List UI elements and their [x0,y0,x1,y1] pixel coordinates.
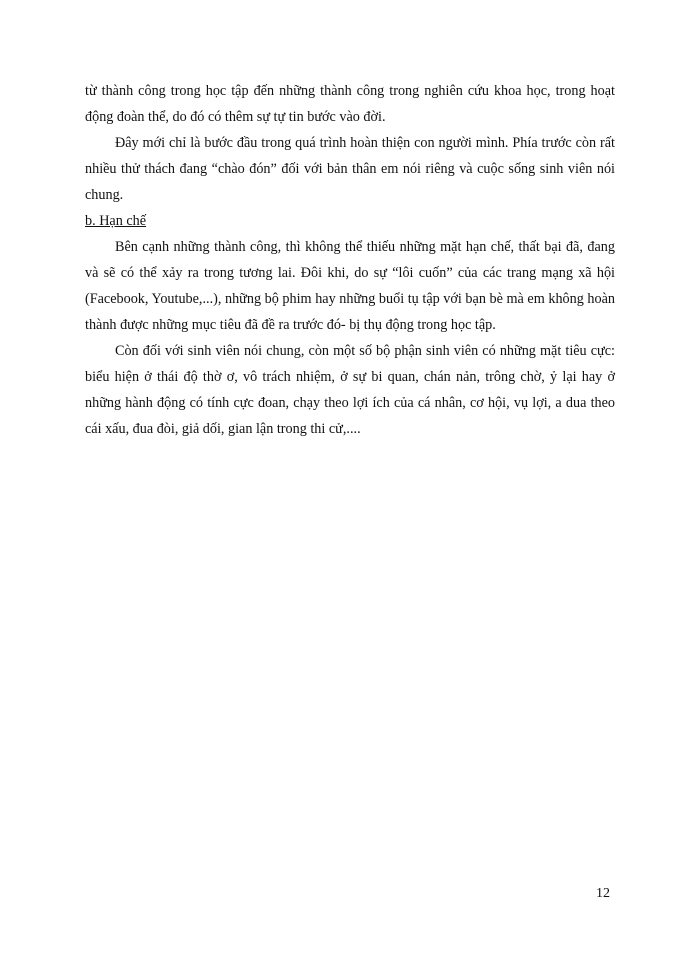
paragraph-personal-limitations: Bên cạnh những thành công, thì không thể thiếu những mặt hạn chế, thất bại đã, đang và sẽ có thể xảy ra trong tương lai. Đôi khi, do sự “lôi cuốn” của các trang mạng xã hội (Facebook, Youtube,...), những bộ phim hay những buổi tụ tập với bạn bè mà em không hoàn thành được những mục tiêu đã đề ra trước đó- bị thụ động trong học tập. [85,239,615,333]
paragraph-next-steps: Đây mới chỉ là bước đầu trong quá trình hoàn thiện con người mình. Phía trước còn rất nhiều thử thách đang “chào đón” đối với bản thân em nói riêng và cuộc sống sinh viên nói chung. [85,135,615,203]
document-body [85,78,615,442]
page-number: 12 [596,886,610,901]
paragraph-continuation: từ thành công trong học tập đến những thành công trong nghiên cứu khoa học, trong hoạt động đoàn thể, do đó có thêm sự tự tin bước vào đời. [85,83,615,125]
paragraph-student-limitations: Còn đối với sinh viên nói chung, còn một số bộ phận sinh viên có những mặt tiêu cực: biểu hiện ở thái độ thờ ơ, vô trách nhiệm, ở sự bi quan, chán nản, trông chờ, ỷ lại hay ở những hành động có tính cực đoan, chạy theo lợi ích của cá nhân, cơ hội, vụ lợi, a dua theo cái xấu, đua đòi, giả dối, gian lận trong thi cử,.... [85,343,615,437]
section-heading-limitations: b. Hạn chế [85,213,147,229]
